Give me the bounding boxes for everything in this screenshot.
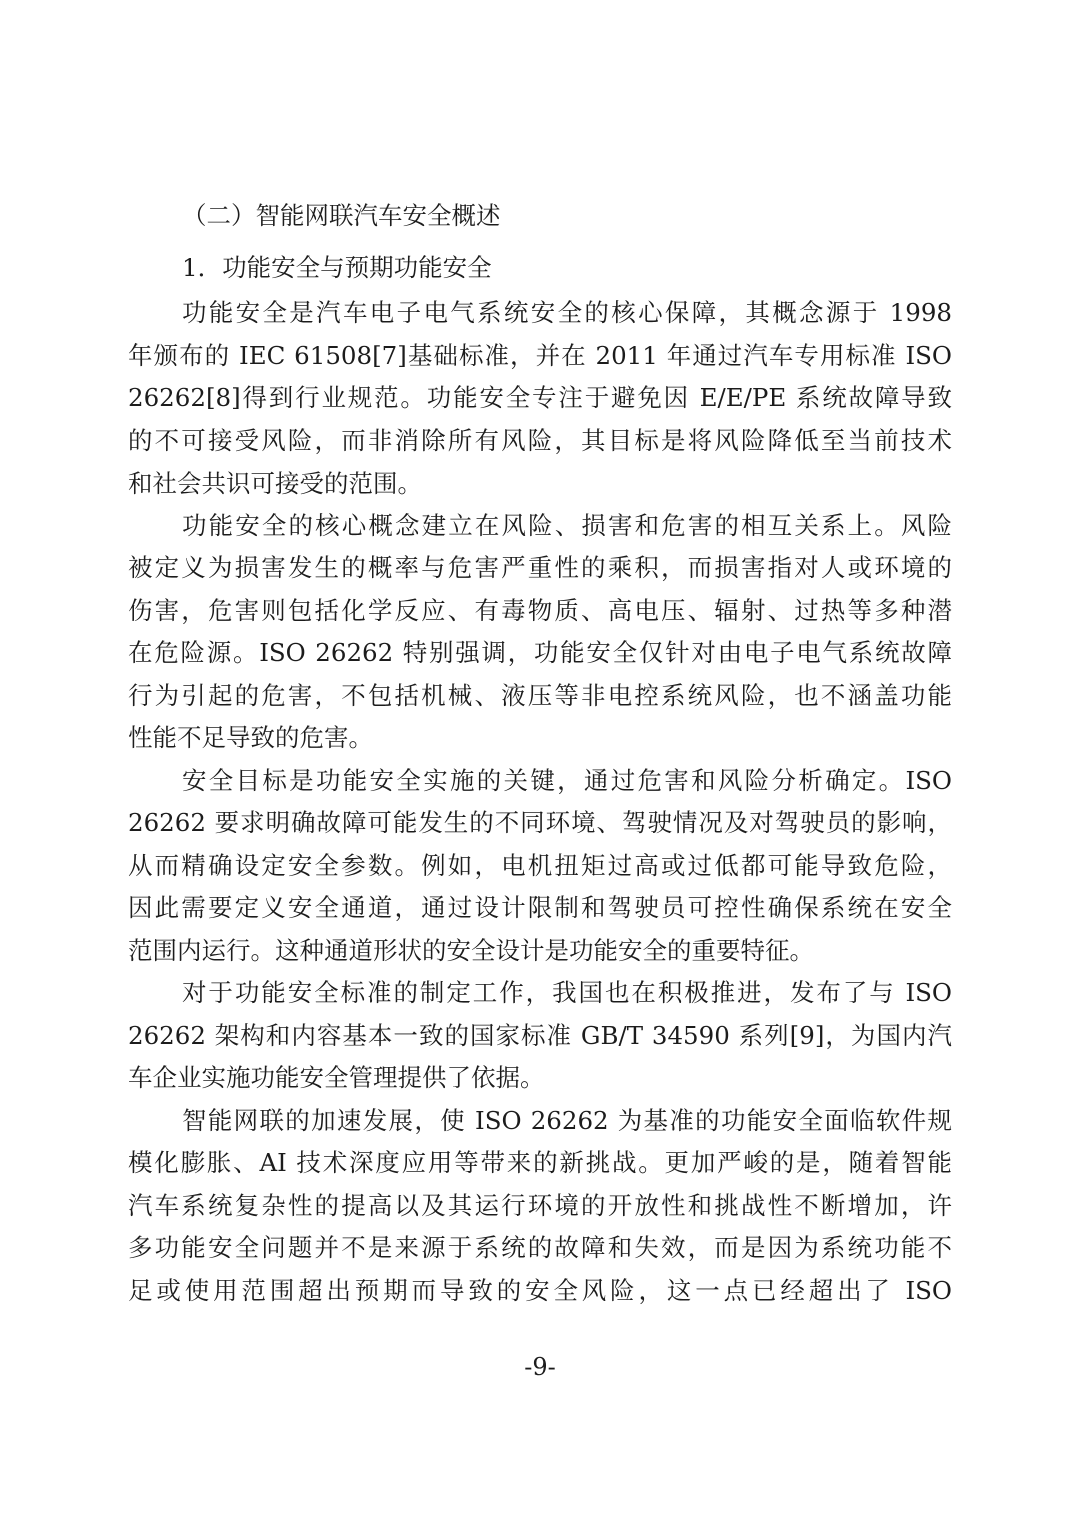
paragraph-line: 伤害，危害则包括化学反应、有毒物质、高电压、辐射、过热等多种潜 <box>128 596 952 625</box>
paragraph-line: 足或使用范围超出预期而导致的安全风险，这一点已经超出了 ISO <box>128 1276 952 1305</box>
paragraph-line: 功能安全的核心概念建立在风险、损害和危害的相互关系上。风险 <box>182 511 952 540</box>
paragraph-line: 和社会共识可接受的范围。 <box>128 469 422 498</box>
paragraph-line: 行为引起的危害，不包括机械、液压等非电控系统风险，也不涵盖功能 <box>128 681 952 710</box>
paragraph-line: 范围内运行。这种通道形状的安全设计是功能安全的重要特征。 <box>128 936 814 965</box>
paragraph-line: 因此需要定义安全通道，通过设计限制和驾驶员可控性确保系统在安全 <box>128 893 952 922</box>
paragraph-line: 汽车系统复杂性的提高以及其运行环境的开放性和挑战性不断增加，许 <box>128 1191 952 1220</box>
paragraph-line: 功能安全是汽车电子电气系统安全的核心保障，其概念源于 1998 <box>182 298 952 327</box>
paragraph-line: 从而精确设定安全参数。例如，电机扭矩过高或过低都可能导致危险， <box>128 851 952 880</box>
paragraph-line: 年颁布的 IEC 61508[7]基础标准，并在 2011 年通过汽车专用标准 ISO <box>128 341 952 370</box>
subsection-heading: 1．功能安全与预期功能安全 <box>182 253 492 282</box>
paragraph-line: 模化膨胀、AI 技术深度应用等带来的新挑战。更加严峻的是，随着智能 <box>128 1148 952 1177</box>
paragraph-line: 的不可接受风险，而非消除所有风险，其目标是将风险降低至当前技术 <box>128 426 952 455</box>
paragraph-line: 26262 要求明确故障可能发生的不同环境、驾驶情况及对驾驶员的影响， <box>128 808 952 837</box>
paragraph-line: 车企业实施功能安全管理提供了依据。 <box>128 1063 545 1092</box>
paragraph-line: 安全目标是功能安全实施的关键，通过危害和风险分析确定。ISO <box>182 766 952 795</box>
paragraph-line: 26262 架构和内容基本一致的国家标准 GB/T 34590 系列[9]，为国内汽 <box>128 1021 952 1050</box>
section-heading: （二）智能网联汽车安全概述 <box>182 201 501 230</box>
paragraph-line: 多功能安全问题并不是来源于系统的故障和失效，而是因为系统功能不 <box>128 1233 952 1262</box>
paragraph-line: 智能网联的加速发展，使 ISO 26262 为基准的功能安全面临软件规 <box>182 1106 952 1135</box>
paragraph-line: 26262[8]得到行业规范。功能安全专注于避免因 E/E/PE 系统故障导致 <box>128 383 952 412</box>
paragraph-line: 被定义为损害发生的概率与危害严重性的乘积，而损害指对人或环境的 <box>128 553 952 582</box>
paragraph-line: 对于功能安全标准的制定工作，我国也在积极推进，发布了与 ISO <box>182 978 952 1007</box>
paragraph-line: 在危险源。ISO 26262 特别强调，功能安全仅针对由电子电气系统故障 <box>128 638 952 667</box>
paragraph-line: 性能不足导致的危害。 <box>128 723 373 752</box>
page-number: -9- <box>524 1353 556 1381</box>
